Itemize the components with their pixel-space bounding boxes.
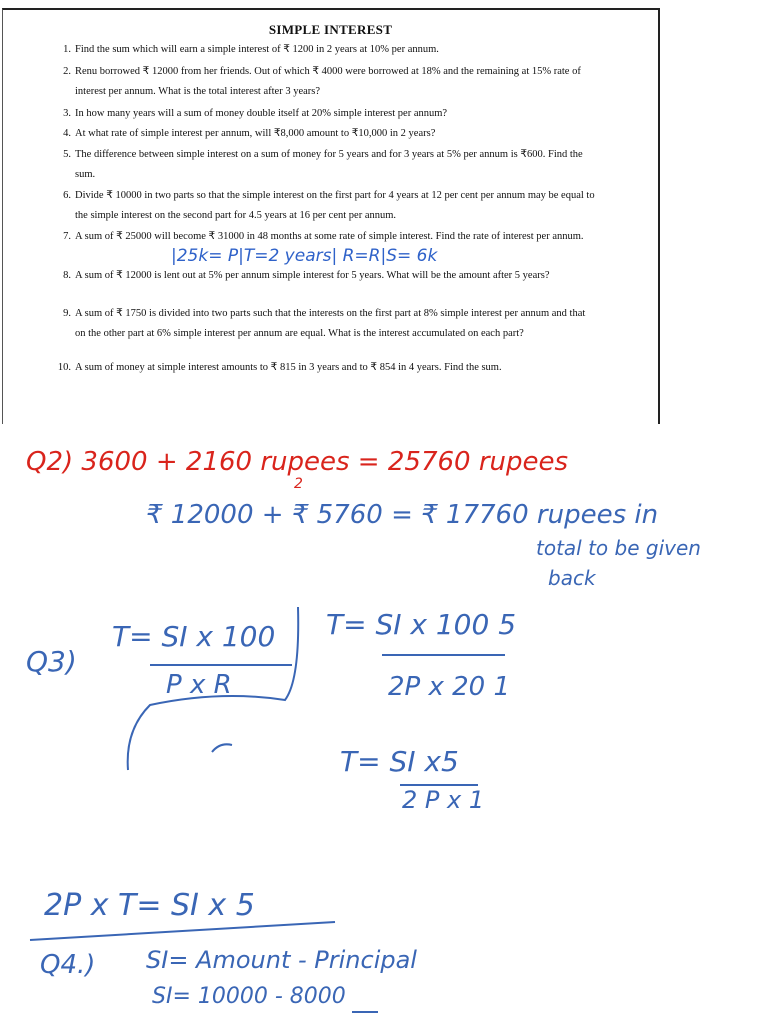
question-text: At what rate of simple interest per annum, will ₹8,000 amount to ₹10,000 in 2 years? xyxy=(75,128,436,139)
q3-small-stroke xyxy=(212,744,232,752)
q2-small-digit: 2 xyxy=(294,476,303,492)
question-text: Find the sum which will earn a simple interest of ₹ 1200 in 2 years at 10% per annum. xyxy=(75,44,439,55)
q2-answer-line: Q2) 3600 + 2160 rupees = 25760 rupees xyxy=(26,447,569,477)
q4-line-2: SI= 10000 - 8000 xyxy=(152,984,346,1009)
q3-formula-numerator: T= SI x 100 xyxy=(112,620,276,653)
question-text: A sum of ₹ 1750 is divided into two parts such that the interests on the first part at 8% simple interest per annum and that on the other part at 6% simple interest per annum are equal. What is the interest accumulated on each part? xyxy=(75,308,586,339)
question-number: 7. xyxy=(63,231,71,242)
question-text: The difference between simple interest on a sum of money for 5 years and for 3 years at 5% per annum is ₹600. Find the sum. xyxy=(75,149,583,180)
q3-result-underline xyxy=(30,922,335,940)
q3-right-numerator: T= SI x 100 5 xyxy=(326,608,517,641)
page-title: SIMPLE INTEREST xyxy=(268,22,393,37)
q4-label: Q4.) xyxy=(40,950,96,980)
question-number: 6. xyxy=(63,190,71,201)
question-text: Divide ₹ 10000 in two parts so that the simple interest on the first part for 4 years at 12 per cent per annum may be equal to the simple interest on the second part for 4.5 years at 16 per cent per annum. xyxy=(75,190,595,221)
q3-simplified-numerator: T= SI x5 xyxy=(340,745,459,778)
question-text: A sum of ₹ 12000 is lent out at 5% per annum simple interest for 5 years. What will be the amount after 5 years? xyxy=(75,270,550,281)
q3-right-denominator: 2P x 20 1 xyxy=(388,672,511,702)
q3-result: 2P x T= SI x 5 xyxy=(44,888,255,923)
question-text: Renu borrowed ₹ 12000 from her friends. Out of which ₹ 4000 were borrowed at 18% and the remaining at 15% rate of interest per annum. What is the total interest after 3 years? xyxy=(75,66,581,97)
q4-line-1: SI= Amount - Principal xyxy=(146,946,417,974)
question-text: A sum of ₹ 25000 will become ₹ 31000 in 48 months at some rate of simple interest. Find the rate of interest per annum. xyxy=(75,231,584,242)
question-text: In how many years will a sum of money double itself at 20% simple interest per annum? xyxy=(75,108,448,119)
question-number: 5. xyxy=(63,149,71,160)
question-number: 2. xyxy=(63,66,71,77)
question-number: 1. xyxy=(63,44,71,55)
q3-simplified-denominator: 2 P x 1 xyxy=(402,786,485,814)
question-number: 9. xyxy=(63,308,71,319)
q2-total-line: ₹ 12000 + ₹ 5760 = ₹ 17760 rupees in xyxy=(146,500,659,530)
question-number: 3. xyxy=(63,108,71,119)
q3-formula-denominator: P x R xyxy=(166,670,232,700)
question-number: 4. xyxy=(63,128,71,139)
q7-handwritten-note: |25k= P|T=2 years| R=R|S= 6k xyxy=(171,246,438,266)
q3-label: Q3) xyxy=(26,645,77,678)
q3-curve-stroke xyxy=(128,607,299,770)
question-number: 8. xyxy=(63,270,71,281)
q2-total-line-2: total to be given xyxy=(536,536,701,560)
question-text: A sum of money at simple interest amounts to ₹ 815 in 3 years and to ₹ 854 in 4 years. Find the sum. xyxy=(75,362,502,373)
q2-total-line-3: back xyxy=(548,566,596,590)
question-number: 10. xyxy=(57,362,71,373)
